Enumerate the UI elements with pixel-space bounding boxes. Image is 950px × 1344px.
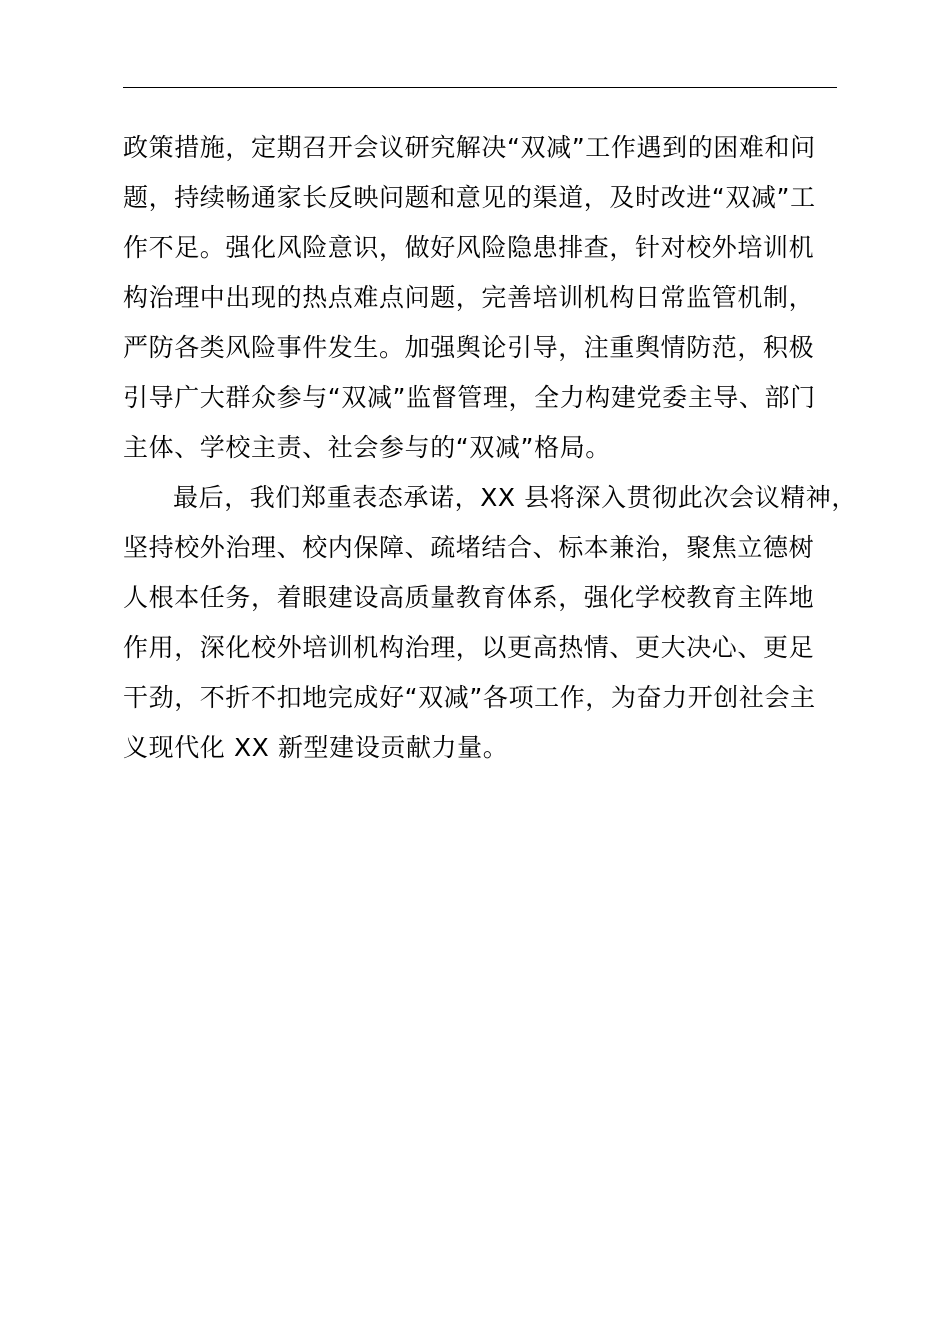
body-line-3: 作不足。强化风险意识，做好风险隐患排查，针对校外培训机 [123, 233, 815, 262]
body-line-7: 主体、学校主责、社会参与的“双减”格局。 [123, 433, 611, 462]
body-line-8: 最后，我们郑重表态承诺，XX 县将深入贯彻此次会议精神， [173, 483, 858, 512]
body-line-4: 构治理中出现的热点难点问题，完善培训机构日常监管机制， [123, 283, 815, 312]
body-line-2: 题，持续畅通家长反映问题和意见的渠道，及时改进“双减”工 [123, 183, 816, 212]
header-rule [123, 87, 837, 88]
body-line-9: 坚持校外治理、校内保障、疏堵结合、标本兼治，聚焦立德树 [123, 533, 815, 562]
body-line-1: 政策措施，定期召开会议研究解决“双减”工作遇到的困难和问 [123, 133, 816, 162]
body-line-13: 义现代化 XX 新型建设贡献力量。 [123, 733, 509, 762]
body-line-11: 作用，深化校外培训机构治理，以更高热情、更大决心、更足 [123, 633, 815, 662]
body-line-5: 严防各类风险事件发生。加强舆论引导，注重舆情防范，积极 [123, 333, 815, 362]
body-line-6: 引导广大群众参与“双减”监督管理，全力构建党委主导、部门 [123, 383, 816, 412]
body-line-12: 干劲，不折不扣地完成好“双减”各项工作，为奋力开创社会主 [123, 683, 816, 712]
body-line-10: 人根本任务，着眼建设高质量教育体系，强化学校教育主阵地 [123, 583, 815, 612]
